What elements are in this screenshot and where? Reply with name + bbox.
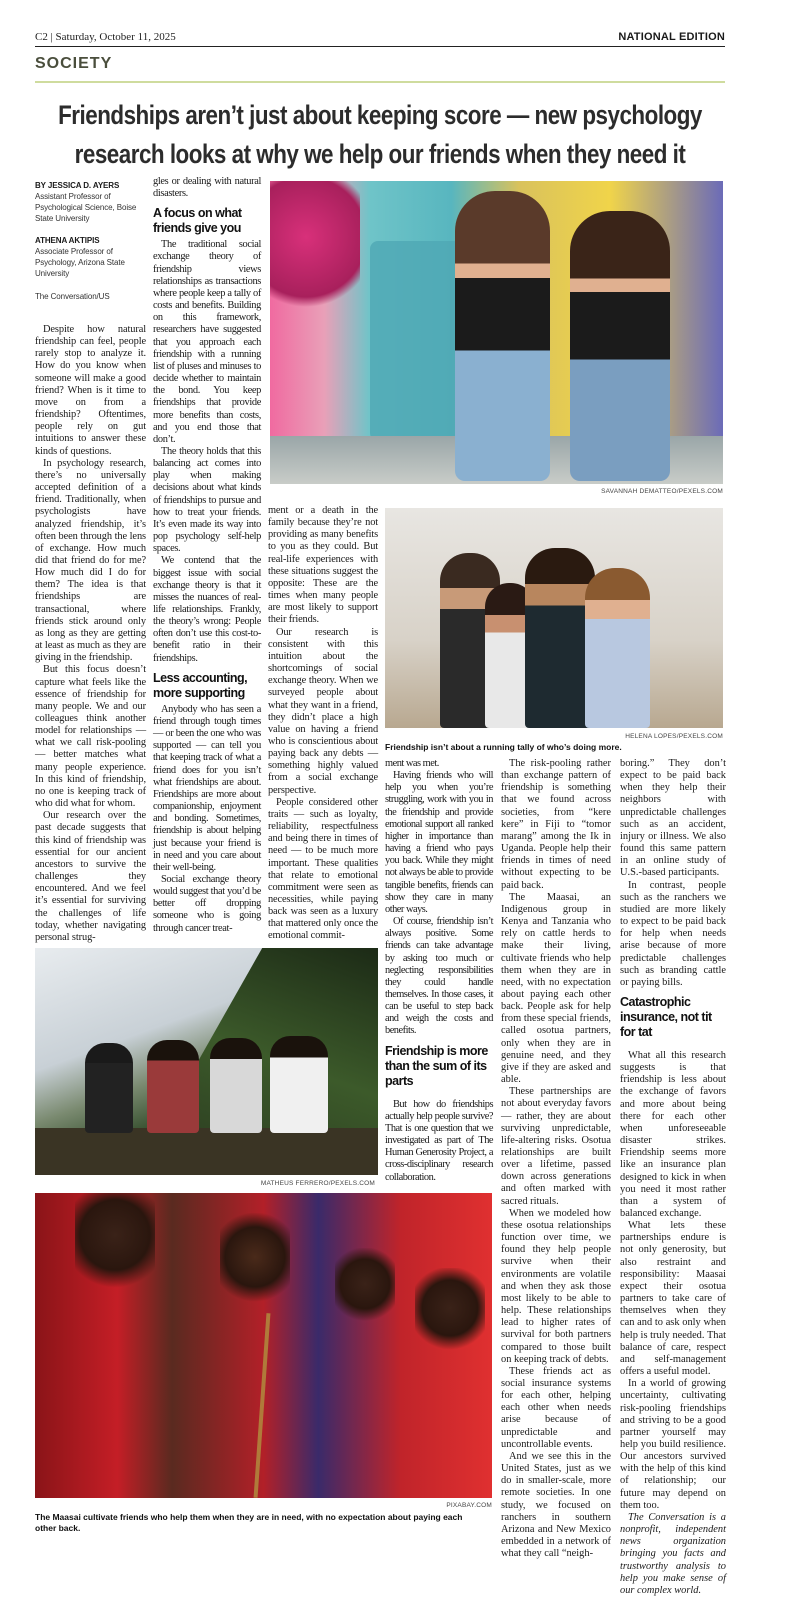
article-paragraph: The risk-pooling rather than exchange pattern of friendship is something that we found across societies, from “kere kere” in Fiji to “tomor marang” among the Ik in Uganda. People help their friends in times of need without expecting to be paid back.: [501, 758, 611, 891]
byline-author-1: BY JESSICA D. AYERS: [35, 181, 120, 190]
byline-title-1: Assistant Professor of Psychological Science, Boise State University: [35, 192, 137, 223]
photo-credit-mural: SAVANNAH DEMATTEO/PEXELS.COM: [601, 488, 723, 495]
article-paragraph: gles or dealing with natural disasters.: [153, 176, 261, 200]
photo-friends-hills: [35, 948, 378, 1175]
photo-credit-maasai: PIXABAY.COM: [446, 1502, 492, 1509]
page-date: C2 | Saturday, October 11, 2025: [35, 31, 176, 43]
article-paragraph: Having friends who will help you when you’re struggling, work with you in the friendship and provide emotional support all ranked higher in importance than having a friend who pays you back. While they might not always be able to provide tangible benefits, friends can show they care in many other ways.: [385, 770, 493, 915]
article-paragraph: The traditional social exchange theory of friendship views relationships as transactions where people keep a tally of costs and benefits. Building on this framework, researchers have suggested that you approach each friendship with a running list of pluses and minuses to decide whether to maintain the bond. You keep friendships that provide more benefits than costs, and you end those that don’t.: [153, 239, 261, 445]
section-title: SOCIETY: [35, 55, 113, 72]
article-paragraph: The theory holds that this balancing act comes into play when making decisions about what kinds of friendships to pursue and how to treat your friends. It’s even made its way into pop psychology self-help spaces.: [153, 445, 261, 555]
photo-credit-group: HELENA LOPES/PEXELS.COM: [625, 733, 723, 740]
byline-source: The Conversation/US: [35, 292, 110, 301]
article-paragraph: When we modeled how these osotua relationships function over time, we found they help people survive when their environments are volatile and when they ask those most likely to be able to help. These relationships lead to higher rates of survival for both partners compared to those built on keeping track of debts.: [501, 1207, 611, 1365]
edition-label: NATIONAL EDITION: [618, 31, 725, 43]
article-column-5: [501, 758, 611, 1613]
article-paragraph: The Maasai, an Indigenous group in Kenya and Tanzania who rely on cattle herds to make their living, cultivate friends who help them when they are in need, with no expectation about paying each other back. People ask for help from these special friends, called osotua partners, only when they are in genuine need, and they give if they are asked and able.: [501, 891, 611, 1086]
byline-author-2: ATHENA AKTIPIS: [35, 236, 100, 245]
article-paragraph: boring.” They don’t expect to be paid back when they help their neighbors with unpredictable challenges such as an accident, injury or illness. We also found this same pattern in an online study of U.S.-based participants.: [620, 758, 726, 879]
subheading: A focus on what friends give you: [153, 206, 242, 236]
article-paragraph: Social exchange theory would suggest that you’d be better off dropping someone who is going through cancer treat-: [153, 873, 261, 934]
article-paragraph: In contrast, people such as the ranchers we studied are more likely to expect to be paid back for help when needs arise because of more predictable challenges such as branding cattle or paying bills.: [620, 879, 726, 988]
article-paragraph: What all this research suggests is that friendship is less about the exchange of favors and more about being there for each other when unforeseeable disaster strikes. Friendship seems more like an insurance plan designed to kick in when you need it most rather than a system of balanced exchange.: [620, 1049, 726, 1219]
photo-maasai: [35, 1193, 492, 1498]
article-column-6: [620, 758, 726, 1613]
article-column-2: [153, 176, 261, 944]
publisher-note: The Conversation is a nonprofit, independent news organization bringing you facts and trustworthy analysis to help you make sense of our complex world.: [620, 1511, 726, 1596]
subheading: Less accounting, more supporting: [153, 670, 248, 700]
article-column-3: [268, 505, 378, 944]
section-divider: [35, 81, 725, 83]
subheading: Catastrophic insurance, not tit for tat: [620, 994, 712, 1039]
article-paragraph: What lets these partnerships endure is not only generosity, but also restraint and responsibility: Maasai expect their osotua partners to take care of themselves when they can and to ask only when help is truly needed. That balance of care, respect and self-management offers a useful model.: [620, 1220, 726, 1378]
subheading: Friendship is more than the sum of its parts: [385, 1043, 488, 1088]
header-divider: [35, 46, 725, 47]
article-paragraph: And we see this in the United States, just as we do in smaller-scale, more remote societies. In one study, we focused on ranchers in southern Arizona and New Mexico embedded in a network of what they call “neigh-: [501, 1450, 611, 1560]
photo-credit-hills: MATHEUS FERRERO/PEXELS.COM: [260, 1180, 375, 1187]
article-paragraph: Our research is consistent with this intuition about the shortcomings of social exchange theory. When we surveyed people about what they want in a friend, they didn’t place a high value on having a friend who is conscientious about paying back any debts — something highly valued from a social exchange perspective.: [268, 626, 378, 796]
article-paragraph: But this focus doesn’t capture what feels like the essence of friendship for many people. We and our colleagues think another model for relationships — what we call risk-pooling — better matches what many people experience. In this kind of friendship, no one is keeping track of who did what for whom.: [35, 664, 146, 810]
article-paragraph: We contend that the biggest issue with social exchange theory is that it misses the nuances of real-life relationships. Frankly, the theory’s wrong: People often don’t use this cost-to-benefit ratio in their friendships.: [153, 555, 261, 664]
article-paragraph: These partnerships are not about everyday favors — rather, they are about surviving unpredictable, life-altering risks. Osotua relationships are built over a lifetime, passed down across generations and often marked with sacred rituals.: [501, 1086, 611, 1207]
article-paragraph: Anybody who has seen a friend through tough times — or been the one who was supported — can tell you that keeping track of what a friend does for you isn’t what friendships are about. Friendships are more about companionship, enjoyment and bonding. Sometimes, friendship is about helping just because your friend is in need and you care about their well-being.: [153, 703, 261, 873]
headline: Friendships aren’t just about keeping score — new psychology research looks at why we help our friends when they need it: [58, 100, 702, 169]
photo-caption-group: Friendship isn’t about a running tally of who’s doing more.: [385, 742, 622, 752]
article-paragraph: Our research over the past decade suggests that this kind of friendship was essential for our ancient ancestors to survive the challenges they encountered. And we feel it’s essential for surviving the challenges of life today, whether navigating personal strug-: [35, 810, 146, 943]
article-paragraph: ment was met.: [385, 758, 439, 769]
article-paragraph: These friends act as social insurance systems for each other, helping each other when needs arise because of unpredictable and uncontrollable events.: [501, 1365, 611, 1450]
article-column-4: [385, 758, 493, 1190]
article-paragraph: ment or a death in the family because they’re not providing as many benefits to you as they could. But real-life experiences with these situations suggest the opposite: These are the times when many people are most likely to support their friends.: [268, 505, 378, 626]
photo-friends-group: [385, 508, 723, 728]
byline-title-2: Associate Professor of Psychology, Arizona State University: [35, 247, 125, 278]
photo-friends-mural: [270, 181, 723, 484]
photo-caption-maasai: The Maasai cultivate friends who help them when they are in need, with no expectation about paying each other back.: [35, 1512, 463, 1533]
article-paragraph: In psychology research, there’s no universally accepted definition of a friend. Traditionally, when psychologists have analyzed friendship, it’s often been through the lens of exchange. How much did that friend do for me? How much did I do for them? The idea is that friendships are transactional, where friends stick around only as long as they are getting at least as much as they are giving in the friendship.: [35, 457, 146, 664]
article-paragraph: People considered other traits — such as loyalty, reliability, respectfulness and being there in times of need — to be much more important. These qualities that relate to emotional commitment were seen as necessities, while paying back was seen as a luxury that mattered only once the emotional commit-: [268, 796, 378, 942]
article-paragraph: In a world of growing uncertainty, cultivating risk-pooling friendships and striving to be a good partner yourself may help you build resilience. Our ancestors survived with the help of this kind of relationship; our future may depend on them too.: [620, 1378, 726, 1511]
article-paragraph: Despite how natural friendship can feel, people rarely stop to analyze it. How do you know when someone will make a good friend? When is it time to move on from a friendship? Oftentimes, people rely on gut intuitions to answer these kinds of questions.: [35, 324, 146, 457]
article-paragraph: But how do friendships actually help people survive? That is one question that we investigated as part of The Human Generosity Project, a cross-disciplinary research collaboration.: [385, 1098, 493, 1183]
article-paragraph: Of course, friendship isn’t always positive. Some friends can take advantage by asking too much or neglecting responsibilities they could handle themselves. In those cases, it can be useful to step back and weigh the costs and benefits.: [385, 916, 493, 1037]
article-column-1: [35, 180, 146, 944]
